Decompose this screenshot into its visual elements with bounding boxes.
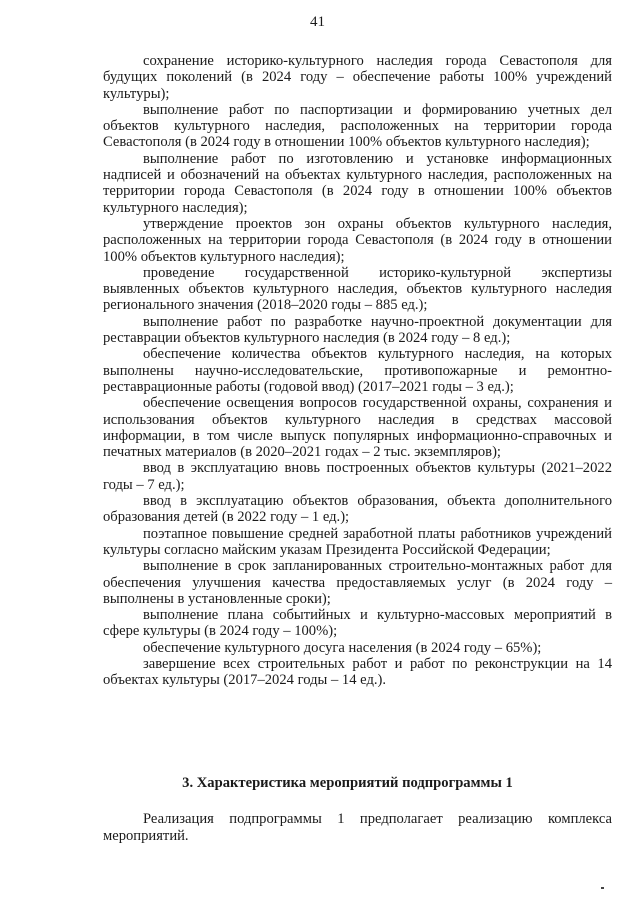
scan-speck	[601, 887, 604, 889]
paragraph: проведение государственной историко-культурной экспертизы выявленных объектов культурного наследия, объектов культурного наследия регионального значения (2018–2020 годы – 885 ед.);	[103, 264, 612, 314]
paragraph: завершение всех строительных работ и работ по реконструкции на 14 объектах культуры (2017–2024 годы – 14 ед.).	[103, 655, 612, 689]
closing-paragraph: Реализация подпрограммы 1 предполагает реализацию комплекса мероприятий.	[103, 811, 612, 844]
paragraph: выполнение работ по изготовлению и установке информационных надписей и обозначений на объектах культурного наследия, расположенных на территории города Севастополя (в 2024 году в отношении 100% объектов культурного наследия);	[103, 150, 612, 216]
paragraph: обеспечение освещения вопросов государственной охраны, сохранения и использования объектов культурного наследия в средствах массовой информации, в том числе выпуск популярных информационно-справочных и печатных материалов (в 2020–2021 годах – 2 тыс. экземпляров);	[103, 395, 612, 461]
section-heading: 3. Характеристика мероприятий подпрограммы 1	[182, 775, 513, 791]
paragraph: утверждение проектов зон охраны объектов культурного наследия, расположенных на территории города Севастополя (в 2024 году в отношении 100% объектов культурного наследия);	[103, 215, 612, 265]
main-text-block	[103, 53, 612, 689]
paragraph: поэтапное повышение средней заработной платы работников учреждений культуры согласно майским указам Президента Российской Федерации;	[103, 525, 612, 558]
page-number: 41	[310, 14, 325, 30]
paragraph: сохранение историко-культурного наследия города Севастополя для будущих поколений (в 2024 году – обеспечение работы 100% учреждений культуры);	[103, 53, 612, 102]
paragraph: выполнение плана событийных и культурно-массовых мероприятий в сфере культуры (в 2024 году – 100%);	[103, 607, 612, 640]
paragraph: выполнение работ по разработке научно-проектной документации для реставрации объектов культурного наследия (в 2024 году – 8 ед.);	[103, 313, 612, 347]
paragraph: выполнение в срок запланированных строительно-монтажных работ для обеспечения улучшения качества предоставляемых услуг (в 2024 году – выполнены в установленные сроки);	[103, 558, 612, 607]
paragraph: обеспечение количества объектов культурного наследия, на которых выполнены научно-исследовательские, противопожарные и ремонтно-реставрационные работы (годовой ввод) (2017–2021 годы – 3 ед.);	[103, 346, 612, 395]
paragraph: ввод в эксплуатацию вновь построенных объектов культуры (2021–2022 годы – 7 ед.);	[103, 460, 612, 493]
paragraph: обеспечение культурного досуга населения (в 2024 году – 65%);	[143, 639, 542, 656]
paragraph: выполнение работ по паспортизации и формированию учетных дел объектов культурного наследия, расположенных на территории города Севастополя (в 2024 году в отношении 100% объектов культурного наследия);	[103, 101, 612, 151]
paragraph: ввод в эксплуатацию объектов образования, объекта дополнительного образования детей (в 2022 году – 1 ед.);	[103, 493, 612, 526]
